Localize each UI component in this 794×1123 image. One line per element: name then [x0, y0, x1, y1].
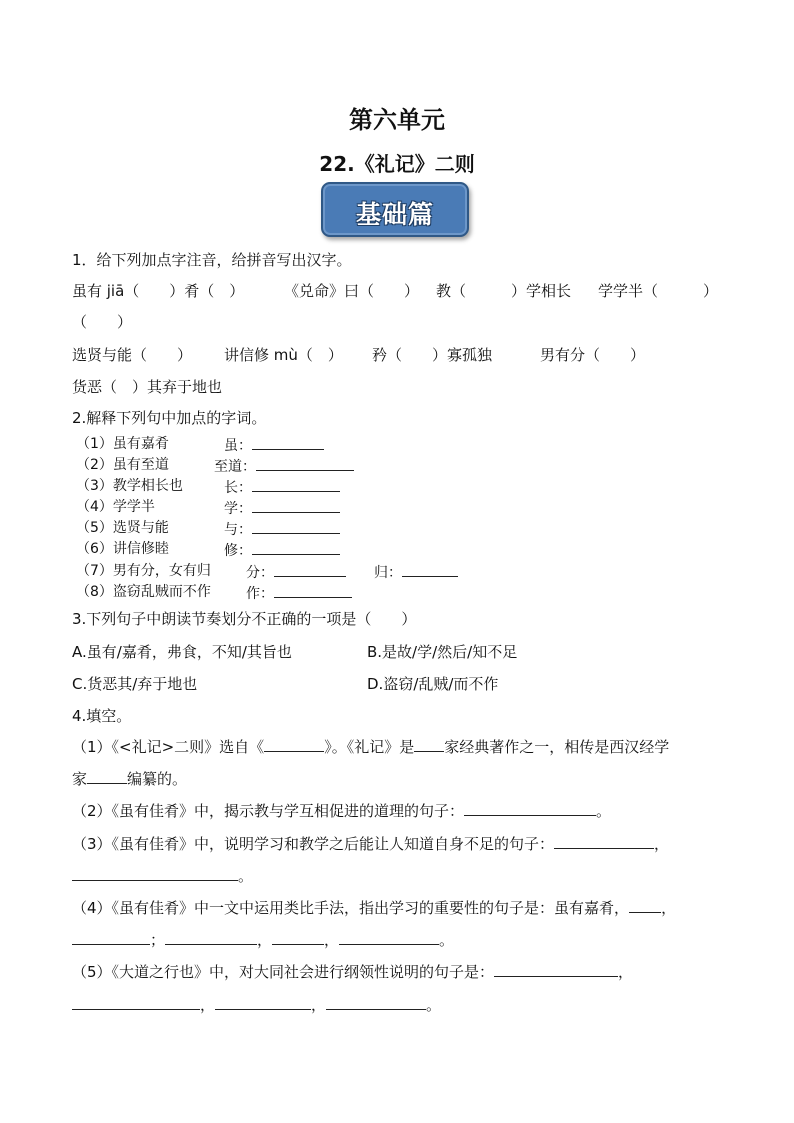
q1-prompt: 1．给下列加点字注音，给拼音写出汉字。: [72, 251, 352, 269]
q1-item: 货恶（ ）其弃于地也: [72, 378, 223, 396]
answer-blank[interactable]: [414, 737, 444, 752]
q4-sentence-2: （2）《虽有佳肴》中，揭示教与学互相促进的道理的句子： 。: [72, 802, 612, 820]
answer-blank[interactable]: [326, 995, 426, 1010]
q1-item: 选贤与能（ ）: [72, 346, 193, 364]
answer-blank[interactable]: [274, 583, 352, 598]
q4-sentence-5: （5）《大道之行也》中，对大同社会进行纲领性说明的句子是： ，: [72, 963, 634, 981]
q1-item: 讲信修 mù（ ）: [224, 346, 343, 364]
q2-phrase: （6）讲信修睦: [76, 541, 169, 557]
q4-sentence-4: （4）《虽有佳肴》中一文中运用类比手法，指出学习的重要性的句子是：虽有嘉肴， ，: [72, 899, 677, 917]
q4-sentence-1: （1）《<礼记>二则》选自《 》。《礼记》是 家经典著作之一，相传是西汉经学: [72, 738, 670, 756]
q4-sentence-3: （3）《虽有佳肴》中，说明学习和教学之后能让人知道自身不足的句子： ，: [72, 835, 670, 853]
q2-word: 虽：: [224, 435, 324, 455]
q3-option-a: A.虽有/嘉肴，弗食，不知/其旨也: [72, 643, 292, 661]
answer-blank[interactable]: [215, 995, 311, 1010]
q3-option-b: B.是故/学/然后/知不足: [367, 643, 518, 661]
q1-item: 教（ ）学相长: [436, 282, 572, 300]
q2-phrase: （7）男有分，女有归: [76, 563, 211, 579]
q2-word: 与：: [224, 519, 340, 539]
answer-blank[interactable]: [87, 769, 127, 784]
answer-blank[interactable]: [402, 562, 458, 577]
q2-word: 修：: [224, 540, 340, 560]
q2-phrase: （8）盗窃乱贼而不作: [76, 584, 211, 600]
answer-blank[interactable]: [554, 834, 654, 849]
answer-blank[interactable]: [252, 540, 340, 555]
page-title: 第六单元: [349, 106, 445, 134]
answer-blank[interactable]: [494, 962, 618, 977]
q3-option-c: C.货恶其/弃于地也: [72, 675, 198, 693]
q2-phrase: （2）虽有至道: [76, 457, 169, 473]
q4-sentence-1b: 家 编纂的。: [72, 770, 188, 788]
q2-word: 分：: [246, 562, 346, 582]
lesson-title: 22.《礼记》二则: [319, 152, 475, 176]
answer-blank[interactable]: [72, 995, 200, 1010]
q4-sentence-4b: ； ， ， 。: [72, 930, 454, 950]
q3-prompt: 3.下列句子中朗读节奏划分不正确的一项是（ ）: [72, 610, 417, 628]
q2-prompt: 2.解释下列句中加点的字词。: [72, 409, 267, 427]
q1-item: 男有分（ ）: [540, 346, 646, 364]
q2-phrase: （1）虽有嘉肴: [76, 436, 169, 452]
q2-word: 长：: [224, 477, 340, 497]
answer-blank[interactable]: [72, 866, 238, 881]
answer-blank[interactable]: [252, 519, 340, 534]
section-banner: [321, 182, 469, 237]
answer-blank[interactable]: [629, 898, 661, 913]
answer-blank[interactable]: [252, 498, 340, 513]
q3-option-d: D.盗窃/乱贼/而不作: [367, 675, 499, 693]
answer-blank[interactable]: [274, 562, 346, 577]
answer-blank[interactable]: [256, 456, 354, 471]
q1-item: （ ）: [72, 313, 133, 331]
q4-sentence-5b: ， ， 。: [72, 995, 441, 1015]
q2-phrase: （4）学学半: [76, 499, 155, 515]
answer-blank[interactable]: [72, 930, 150, 945]
answer-blank[interactable]: [272, 930, 324, 945]
q2-word: 至道：: [214, 456, 354, 476]
answer-blank[interactable]: [339, 930, 439, 945]
answer-blank[interactable]: [464, 801, 596, 816]
q4-prompt: 4.填空。: [72, 707, 132, 725]
q2-word: 归：: [374, 562, 458, 582]
q4-sentence-3b: 。: [72, 866, 253, 886]
answer-blank[interactable]: [252, 435, 324, 450]
answer-blank[interactable]: [252, 477, 340, 492]
q2-phrase: （3）教学相长也: [76, 478, 183, 494]
q1-item: 学学半（ ）: [598, 282, 719, 300]
q1-item: 矜（ ）寡孤独: [372, 346, 493, 364]
q2-word: 作：: [246, 583, 352, 603]
q1-item: 《兑命》曰（ ）: [284, 282, 420, 300]
answer-blank[interactable]: [165, 930, 257, 945]
banner-label: 基础篇: [355, 200, 434, 229]
answer-blank[interactable]: [264, 737, 324, 752]
q2-phrase: （5）选贤与能: [76, 520, 169, 536]
q2-word: 学：: [224, 498, 340, 518]
q1-item: 虽有 jiā（ ）肴（ ）: [72, 282, 245, 300]
